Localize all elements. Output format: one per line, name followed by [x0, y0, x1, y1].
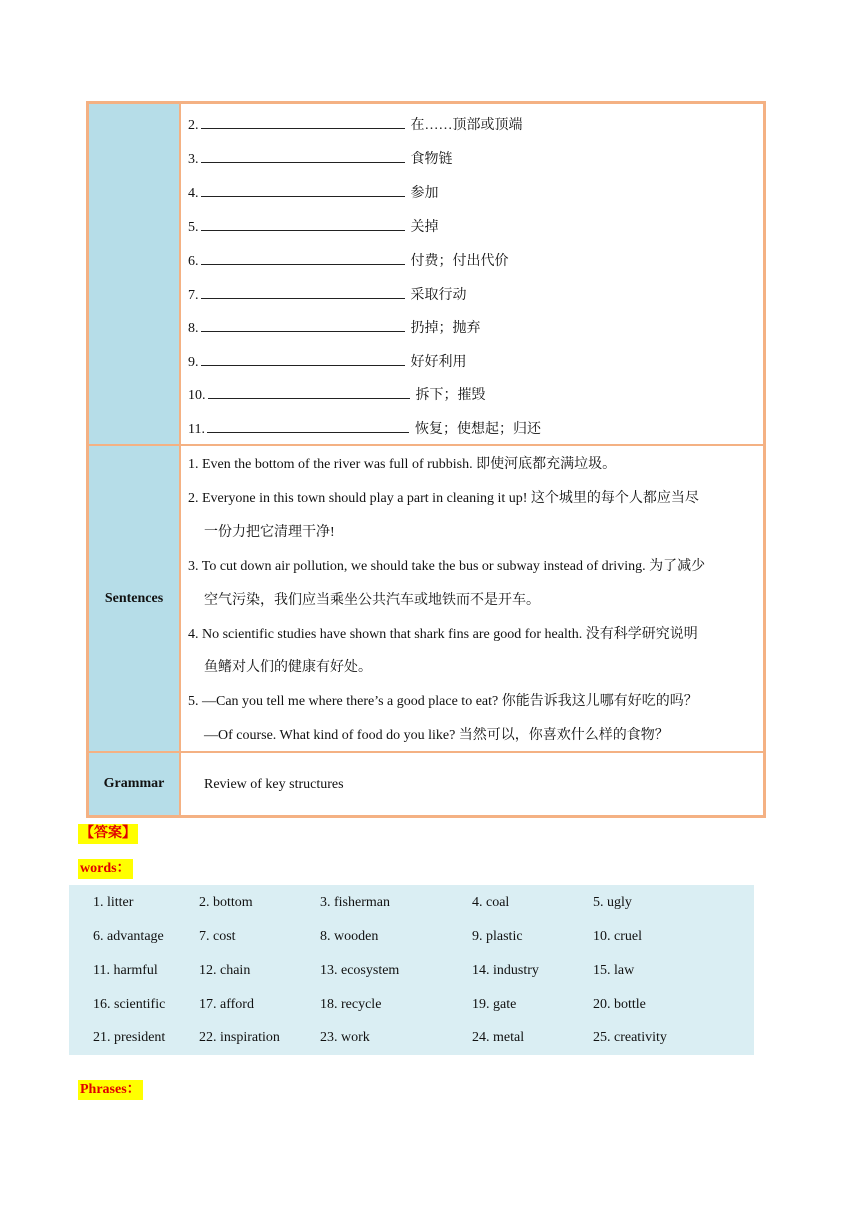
phrase-number: 6.	[188, 254, 199, 269]
answer-word: 10. cruel	[593, 929, 642, 944]
phrase-meaning: 拆下；摧毁	[415, 388, 486, 403]
phrase-line	[188, 115, 523, 135]
phrase-meaning: 付费；付出代价	[410, 254, 509, 269]
answer-word: 4. coal	[472, 895, 510, 910]
words-heading: words：	[78, 859, 133, 879]
answer-word: 16. scientific	[93, 997, 166, 1012]
answer-blank	[201, 318, 405, 332]
phrase-meaning: 在……顶部或顶端	[410, 118, 523, 133]
answer-blank	[201, 217, 405, 231]
grammar-label: Grammar	[103, 776, 165, 791]
answer-word: 22. inspiration	[199, 1030, 280, 1045]
sentence-line: —Of course. What kind of food do you like? 当然可以，你喜欢什么样的食物？	[204, 728, 669, 743]
phrases-label-cell	[88, 103, 180, 445]
answer-word: 15. law	[593, 963, 635, 978]
phrase-number: 8.	[188, 321, 199, 336]
sentence-line: 鱼鳍对人们的健康有好处。	[204, 660, 372, 675]
grammar-label-cell	[88, 752, 180, 816]
answer-word: 3. fisherman	[320, 895, 390, 910]
answer-word: 23. work	[320, 1030, 370, 1045]
answer-blank	[201, 251, 405, 265]
phrase-number: 11.	[188, 422, 205, 437]
phrase-line	[188, 285, 467, 305]
answer-word: 9. plastic	[472, 929, 523, 944]
phrase-number: 4.	[188, 186, 199, 201]
phrase-line	[188, 419, 541, 439]
sentences-label: Sentences	[104, 590, 164, 606]
sentence-line: 3. To cut down air pollution, we should take the bus or subway instead of driving. 为了减少	[188, 559, 706, 574]
answer-blank	[201, 149, 405, 163]
sentences-label-cell	[88, 445, 180, 752]
phrase-line	[188, 149, 453, 169]
answer-word: 24. metal	[472, 1030, 525, 1045]
answer-word: 6. advantage	[93, 929, 164, 944]
phrase-number: 5.	[188, 220, 199, 235]
sentence-line: 2. Everyone in this town should play a part in cleaning it up! 这个城里的每个人都应当尽	[188, 491, 699, 506]
phrase-line	[188, 251, 509, 271]
phrase-line	[188, 183, 439, 203]
answer-blank	[201, 183, 405, 197]
answer-blank	[207, 419, 409, 433]
answer-word: 20. bottle	[593, 997, 646, 1012]
answer-word: 13. ecosystem	[320, 963, 400, 978]
phrase-meaning: 好好利用	[410, 355, 467, 370]
sentence-line: 一份力把它清理干净!	[204, 525, 335, 540]
answer-word: 18. recycle	[320, 997, 382, 1012]
answer-blank	[201, 285, 405, 299]
phrase-meaning: 参加	[410, 186, 439, 201]
phrase-number: 2.	[188, 118, 199, 133]
answer-word: 8. wooden	[320, 929, 379, 944]
phrases-heading: Phrases：	[78, 1080, 143, 1100]
phrase-meaning: 恢复；使想起；归还	[414, 422, 541, 437]
phrase-number: 9.	[188, 355, 199, 370]
answer-word: 19. gate	[472, 997, 517, 1012]
answer-word: 12. chain	[199, 963, 251, 978]
sentence-line: 5. —Can you tell me where there’s a good place to eat? 你能告诉我这儿哪有好吃的吗？	[188, 694, 698, 709]
phrase-line	[188, 217, 439, 237]
phrase-meaning: 扔掉；抛弃	[410, 321, 481, 336]
answer-word: 5. ugly	[593, 895, 632, 910]
phrase-number: 10.	[188, 388, 206, 403]
answer-blank	[201, 352, 405, 366]
phrase-meaning: 关掉	[410, 220, 439, 235]
answer-word: 2. bottom	[199, 895, 253, 910]
answer-word: 14. industry	[472, 963, 539, 978]
phrase-meaning: 食物链	[410, 152, 453, 167]
answer-heading: 【答案】	[78, 824, 138, 844]
phrase-line	[188, 318, 481, 338]
sentence-line: 4. No scientific studies have shown that shark fins are good for health. 没有科学研究说明	[188, 627, 698, 642]
sentence-line: 空气污染，我们应当乘坐公共汽车或地铁而不是开车。	[204, 593, 540, 608]
answer-blank	[201, 115, 405, 129]
answer-word: 1. litter	[93, 895, 134, 910]
answer-word: 25. creativity	[593, 1030, 667, 1045]
phrase-line	[188, 352, 467, 372]
phrase-number: 7.	[188, 288, 199, 303]
grammar-text: Review of key structures	[204, 777, 344, 792]
phrase-line	[188, 385, 486, 405]
answer-word: 7. cost	[199, 929, 236, 944]
sentence-line: 1. Even the bottom of the river was full of rubbish. 即使河底都充满垃圾。	[188, 457, 617, 472]
answer-word: 11. harmful	[93, 963, 158, 978]
answer-word: 17. afford	[199, 997, 254, 1012]
answer-word: 21. president	[93, 1030, 166, 1045]
answer-blank	[208, 385, 410, 399]
phrase-number: 3.	[188, 152, 199, 167]
phrase-meaning: 采取行动	[410, 288, 467, 303]
